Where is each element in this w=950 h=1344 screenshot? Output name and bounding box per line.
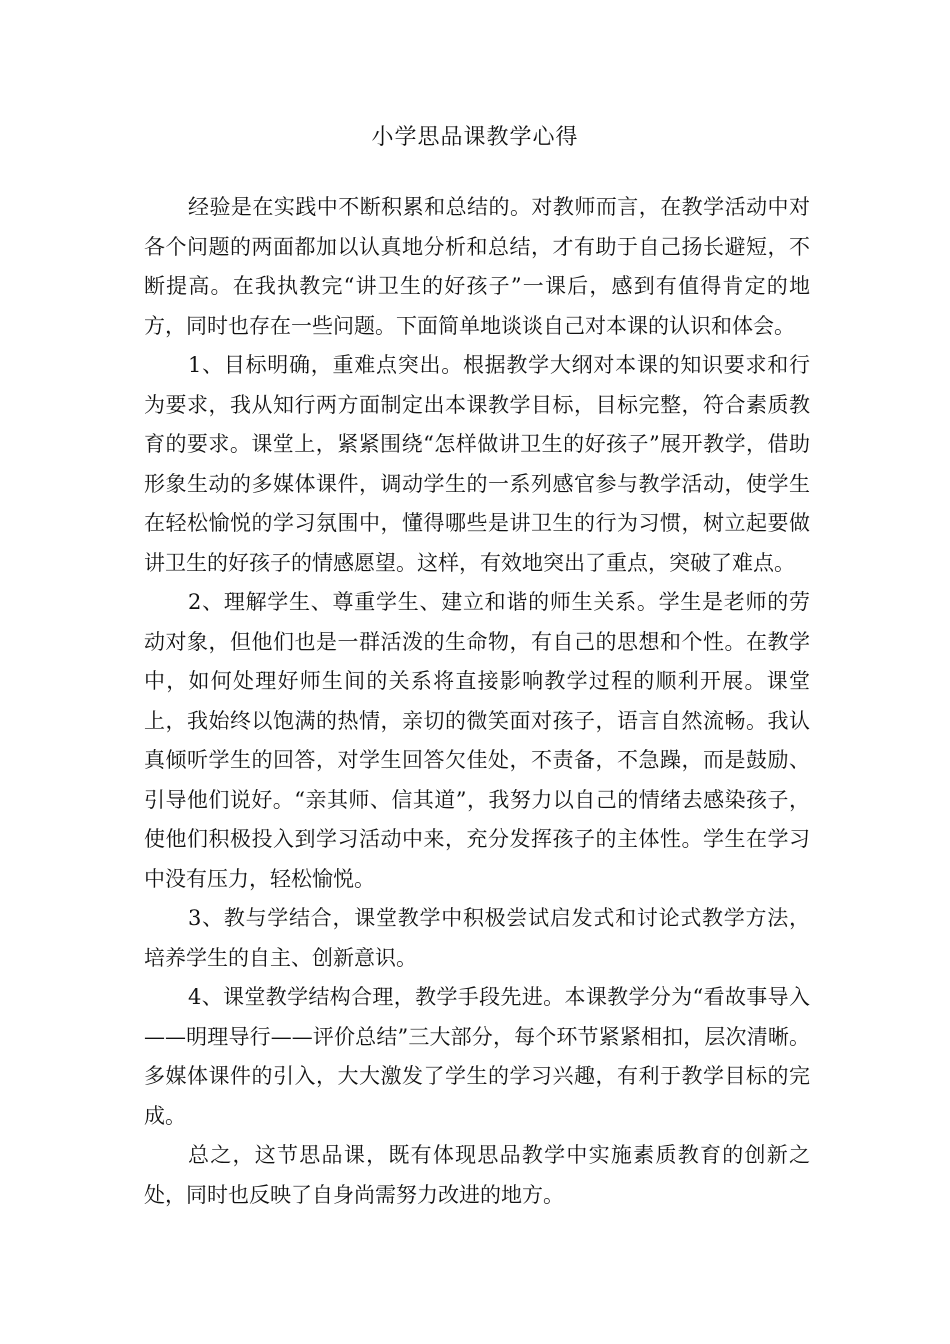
paragraph-point-3: 3、教与学结合，课堂教学中积极尝试启发式和讨论式教学方法，培养学生的自主、创新意识。 bbox=[144, 906, 810, 970]
paragraph-intro: 经验是在实践中不断积累和总结的。对教师而言，在教学活动中对各个问题的两面都加以认真地分析和总结，才有助于自己扬长避短，不断提高。在我执教完“讲卫生的好孩子”一课后，感到有值得肯定的地方，同时也存在一些问题。下面简单地谈谈自己对本课的认识和体会。 bbox=[144, 195, 810, 338]
paragraph-point-4: 4、课堂教学结构合理，教学手段先进。本课教学分为“看故事导入——明理导行——评价总结”三大部分，每个环节紧紧相扣，层次清晰。多媒体课件的引入，大大激发了学生的学习兴趣，有利于教学目标的完成。 bbox=[144, 985, 810, 1128]
paragraph-conclusion: 总之，这节思品课，既有体现思品教学中实施素质教育的创新之处，同时也反映了自身尚需努力改进的地方。 bbox=[144, 1143, 810, 1207]
document-title: 小学思品课教学心得 bbox=[371, 125, 579, 150]
document-body bbox=[144, 188, 810, 1215]
paragraph-point-1: 1、目标明确，重难点突出。根据教学大纲对本课的知识要求和行为要求，我从知行两方面制定出本课教学目标，目标完整，符合素质教育的要求。课堂上，紧紧围绕“怎样做讲卫生的好孩子”展开教学，借助形象生动的多媒体课件，调动学生的一系列感官参与教学活动，使学生在轻松愉悦的学习氛围中，懂得哪些是讲卫生的行为习惯，树立起要做讲卫生的好孩子的情感愿望。这样，有效地突出了重点，突破了难点。 bbox=[144, 353, 810, 575]
paragraph-point-2: 2、理解学生、尊重学生、建立和谐的师生关系。学生是老师的劳动对象，但他们也是一群活泼的生命物，有自己的思想和个性。在教学中，如何处理好师生间的关系将直接影响教学过程的顺利开展。课堂上，我始终以饱满的热情，亲切的微笑面对孩子，语言自然流畅。我认真倾听学生的回答，对学生回答欠佳处，不责备，不急躁，而是鼓励、引导他们说好。“亲其师、信其道”，我努力以自己的情绪去感染孩子，使他们积极投入到学习活动中来，充分发挥孩子的主体性。学生在学习中没有压力，轻松愉悦。 bbox=[144, 590, 810, 891]
